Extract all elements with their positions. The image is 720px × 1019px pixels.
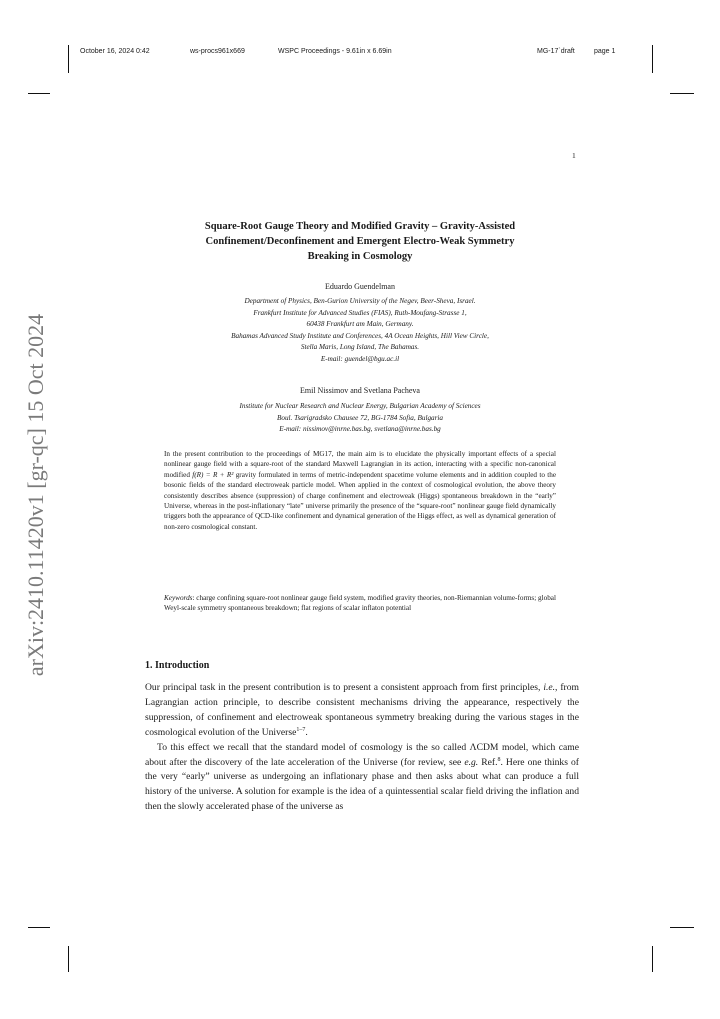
citation-refs: 1–7 [296, 726, 306, 733]
title-line-1: Square-Root Gauge Theory and Modified Gravity – Gravity-Assisted [204, 221, 516, 232]
paragraph-text: , from Lagrangian action principle, to describe consistent mechanisms driving the appearance, respectively the suppression, of confinement and electroweak spontaneous symmetry breaking during the various stages in the cosmological evolution of the Universe [145, 682, 579, 738]
abstract-text-cont: gravity formulated in terms of metric-independent spacetime volume elements and in addition coupled to the bosonic fields of the standard electroweak particle model. When applied in the context of cosmological evolution, the above theory consistently describes absence (suppression) of charge confinement and electroweak (Higgs) spontaneous breakdown in the “early” Universe, whereas in the post-inflationary “late” universe primarily the presence of the “square-root” nonlinear gauge field dynamically triggers both the appearance of QCD-like confinement and dynamical generation of the Higgs effect, as well as dynamical generation of non-zero cosmological constant. [164, 470, 557, 531]
abstract-text: In the present contribution to the proceedings of MG17, the main aim is to elucidate the physically important effects of a special nonlinear gauge field with a square-root of the standard Maxwell Lagrangian in its action, interacting with a specific non-canonical modified [164, 450, 556, 479]
crop-mark-upper-right [670, 93, 694, 94]
keywords-text: : charge confining square-root nonlinear gauge field system, modified gravity theories, non-Riemannian volume-forms; global Weyl-scale symmetry spontaneous breakdown; flat regions of scalar inflaton potential [164, 594, 556, 613]
header-proceedings: WSPC Proceedings - 9.61in x 6.69in [278, 48, 392, 55]
title-line-3: Breaking in Cosmology [307, 251, 413, 262]
citation-ref: 8 [497, 756, 501, 763]
crop-mark-top-right [652, 45, 653, 73]
title-line-2: Confinement/Deconfinement and Emergent Electro-Weak Symmetry [205, 236, 515, 247]
author-2-name: Emil Nissimov and Svetlana Pacheva [300, 386, 420, 395]
author-1-affiliation [120, 296, 600, 365]
affiliation-line: Boul. Tsarigradsko Chausee 72, BG-1784 Sofia, Bulgaria [276, 413, 444, 422]
crop-mark-bottom-left [68, 946, 69, 972]
keywords-label: Keywords [164, 594, 193, 602]
body-text [145, 681, 579, 815]
arxiv-sidebar [14, 300, 58, 690]
page-number: 1 [572, 151, 576, 160]
affiliation-line: Frankfurt Institute for Advanced Studies (FIAS), Ruth-Moufang-Strasse 1, [253, 308, 467, 317]
paper-title [140, 219, 580, 264]
crop-mark-upper-left [28, 93, 50, 94]
header-class-file: ws-procs961x669 [190, 48, 245, 55]
paragraph-text: . Here one thinks of the very “early” universe as undergoing an inflationary phase and then asks about what can produce a full history of the universe. A solution for example is the idea of a quintessential scalar field driving the inflation and then the slowly accelerated phase of the universe as [145, 756, 579, 813]
crop-mark-lower-left [28, 927, 50, 928]
abstract-formula: f(R) = R + R² [192, 470, 234, 479]
crop-mark-bottom-right [652, 946, 653, 972]
affiliation-line: 60438 Frankfurt am Main, Germany. [306, 320, 414, 328]
affiliation-line: Department of Physics, Ben-Gurion University of the Negev, Beer-Sheva, Israel. [244, 297, 476, 305]
header-page-label: page 1 [594, 48, 616, 55]
section-title: 1. Introduction [145, 660, 210, 671]
crop-mark-top-left [68, 45, 69, 73]
author-2-affiliation [120, 401, 600, 436]
header-date: October 16, 2024 0:42 [80, 48, 150, 55]
affiliation-email: E-mail: nissimov@inrne.bas.bg, svetlana@inrne.bas.bg [279, 425, 441, 433]
paragraph [145, 681, 579, 741]
header-draft: MG-17`draft [537, 48, 575, 55]
crop-mark-lower-right [670, 927, 694, 928]
paragraph-text: To this effect we recall that the standard model of cosmology is the so called ΛCDM model, which came about after the discovery of the late acceleration of the Universe (for review, see [145, 741, 579, 768]
author-1-name: Eduardo Guendelman [325, 282, 395, 291]
affiliation-line: Stella Maris, Long Island, The Bahamas. [300, 343, 420, 351]
affiliation-line: Institute for Nuclear Research and Nuclear Energy, Bulgarian Academy of Sciences [239, 402, 481, 410]
keywords [164, 593, 556, 614]
paragraph-text: . [305, 726, 308, 738]
abstract [164, 449, 556, 532]
paragraph-italic: i.e. [543, 682, 556, 693]
paragraph [145, 741, 579, 816]
arxiv-id: arXiv:2410.11420v1 [gr-qc] 15 Oct 2024 [23, 313, 48, 677]
affiliation-line: Bahamas Advanced Study Institute and Conferences, 4A Ocean Heights, Hill View Circle, [231, 331, 489, 340]
paragraph-text: Our principal task in the present contribution is to present a consistent approach from first principles, [145, 682, 544, 693]
affiliation-email: E-mail: guendel@bgu.ac.il [320, 354, 400, 363]
paragraph-italic: e.g. [464, 756, 479, 768]
paragraph-text: Ref. [478, 756, 498, 768]
